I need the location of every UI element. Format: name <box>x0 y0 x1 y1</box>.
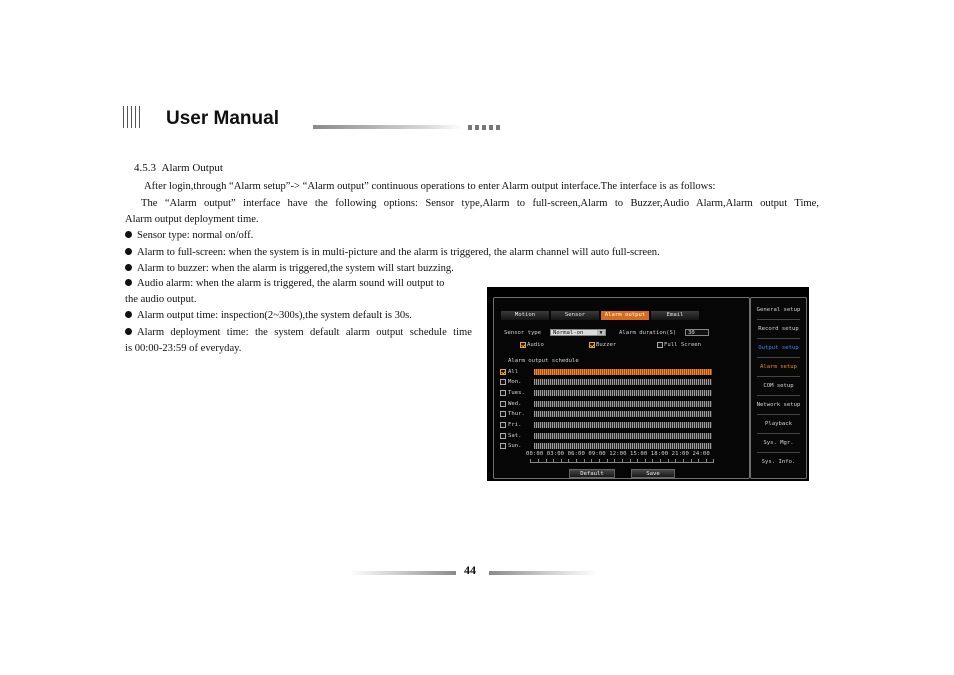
bullet-audio-cont: the audio output. <box>125 294 197 305</box>
day-checkbox[interactable] <box>500 390 506 396</box>
side-item-com-setup[interactable]: COM setup <box>763 383 794 389</box>
side-item-general-setup[interactable]: General setup <box>756 307 801 313</box>
footer-line-right <box>489 571 597 575</box>
side-item-playback[interactable]: Playback <box>765 421 792 427</box>
day-checkbox[interactable] <box>500 411 506 417</box>
day-label: Wed. <box>508 401 522 407</box>
schedule-time-ruler <box>530 458 714 463</box>
bullet-text: Alarm deployment time: the system default alarm output schedule time <box>137 327 472 338</box>
bullet-text: Alarm output time: inspection(2~300s),the system default is 30s. <box>137 310 412 321</box>
day-label: Thur. <box>508 411 525 417</box>
bullet-text: Alarm to full-screen: when the system is in multi-picture and the alarm is triggered, the alarm channel will auto full-screen. <box>137 247 660 258</box>
side-divider <box>757 414 800 415</box>
side-divider <box>757 338 800 339</box>
schedule-bar-sun[interactable] <box>534 443 712 449</box>
side-item-record-setup[interactable]: Record setup <box>758 326 799 332</box>
day-checkbox[interactable] <box>500 433 506 439</box>
sensor-type-value: Normal-on <box>553 330 584 336</box>
intro-paragraph: After login,through “Alarm setup”-> “Alarm output” continuous operations to enter Alarm output interface.The interface is as follows: <box>144 181 716 192</box>
full-screen-label: Full Screen <box>664 342 702 348</box>
day-label: Tues. <box>508 390 525 396</box>
options-paragraph-line2: Alarm output deployment time. <box>125 214 259 225</box>
side-item-network-setup[interactable]: Network setup <box>756 402 801 408</box>
audio-label: Audio <box>527 342 544 348</box>
side-divider <box>757 433 800 434</box>
alarm-duration-label: Alarm duration(S) <box>619 330 677 336</box>
buzzer-checkbox[interactable] <box>589 342 595 348</box>
bullet-output-time <box>125 309 412 323</box>
alarm-output-panel <box>493 297 750 479</box>
section-number: 4.5.3 <box>134 162 156 174</box>
day-label: Mon. <box>508 379 522 385</box>
side-divider <box>757 376 800 377</box>
schedule-title: Alarm output schedule <box>508 358 579 364</box>
buzzer-label: Buzzer <box>596 342 617 348</box>
full-screen-checkbox[interactable] <box>657 342 663 348</box>
section-title: Alarm Output <box>161 162 223 174</box>
audio-checkbox[interactable] <box>520 342 526 348</box>
bullet-deployment-cont: is 00:00-23:59 of everyday. <box>125 343 242 354</box>
side-item-output-setup[interactable]: Output setup <box>758 345 799 351</box>
bullet-dot <box>125 264 132 271</box>
bullet-text: Sensor type: normal on/off. <box>137 230 254 241</box>
header-logo-bars <box>123 106 141 128</box>
page-header-title: User Manual <box>166 108 279 129</box>
schedule-bar-mon[interactable] <box>534 379 712 385</box>
bullet-dot <box>125 248 132 255</box>
day-checkbox[interactable] <box>500 369 506 375</box>
bullet-buzzer <box>125 262 454 276</box>
tab-motion[interactable]: Motion <box>501 311 549 320</box>
schedule-bar-wed[interactable] <box>534 401 712 407</box>
footer-line-left <box>348 571 456 575</box>
page-number: 44 <box>464 563 476 577</box>
tab-sensor[interactable]: Sensor <box>551 311 599 320</box>
bullet-full-screen <box>125 246 660 260</box>
side-divider <box>757 357 800 358</box>
day-checkbox[interactable] <box>500 379 506 385</box>
bullet-text: Audio alarm: when the alarm is triggered, the alarm sound will output to <box>137 278 445 289</box>
side-divider <box>757 452 800 453</box>
tab-email[interactable]: Email <box>651 311 699 320</box>
side-item-sys-mgr[interactable]: Sys. Mgr. <box>763 440 794 446</box>
alarm-output-screenshot <box>487 287 809 481</box>
day-label: Fri. <box>508 422 522 428</box>
section-heading <box>134 161 223 175</box>
sensor-type-select[interactable] <box>550 329 606 336</box>
schedule-bar-sat[interactable] <box>534 433 712 439</box>
alarm-duration-input[interactable]: 30 <box>685 329 709 336</box>
day-checkbox[interactable] <box>500 422 506 428</box>
chevron-down-icon: ▼ <box>597 330 605 335</box>
day-checkbox[interactable] <box>500 401 506 407</box>
setup-side-menu <box>750 297 807 479</box>
schedule-bar-tues[interactable] <box>534 390 712 396</box>
header-gradient-line <box>313 125 463 129</box>
schedule-bar-all[interactable] <box>534 369 712 375</box>
day-label: All <box>508 369 519 375</box>
default-button[interactable]: Default <box>569 469 615 478</box>
bullet-dot <box>125 311 132 318</box>
day-label: Sun. <box>508 443 522 449</box>
day-label: Sat. <box>508 433 522 439</box>
bullet-deployment <box>125 326 472 340</box>
bullet-text: Alarm to buzzer: when the alarm is triggered,the system will start buzzing. <box>137 263 454 274</box>
side-item-alarm-setup[interactable]: Alarm setup <box>759 364 798 370</box>
bullet-dot <box>125 328 132 335</box>
bullet-audio <box>125 277 444 291</box>
sensor-type-label: Sensor type <box>504 330 542 336</box>
schedule-bar-fri[interactable] <box>534 422 712 428</box>
save-button[interactable]: Save <box>631 469 675 478</box>
bullet-dot <box>125 279 132 286</box>
schedule-bar-thur[interactable] <box>534 411 712 417</box>
side-divider <box>757 319 800 320</box>
tab-alarm-output[interactable]: Alarm output <box>601 311 649 320</box>
day-checkbox[interactable] <box>500 443 506 449</box>
side-divider <box>757 395 800 396</box>
options-paragraph-line1: The “Alarm output” interface have the following options: Sensor type,Alarm to full-screen,Alarm to Buzzer,Audio Alarm,Alarm output Time, <box>141 198 819 209</box>
bullet-sensor-type <box>125 229 253 243</box>
schedule-time-labels: 00:00 03:00 06:00 09:00 12:00 15:00 18:00 21:00 24:00 <box>526 451 710 457</box>
side-item-sys-info[interactable]: Sys. Info. <box>761 459 796 465</box>
bullet-dot <box>125 231 132 238</box>
